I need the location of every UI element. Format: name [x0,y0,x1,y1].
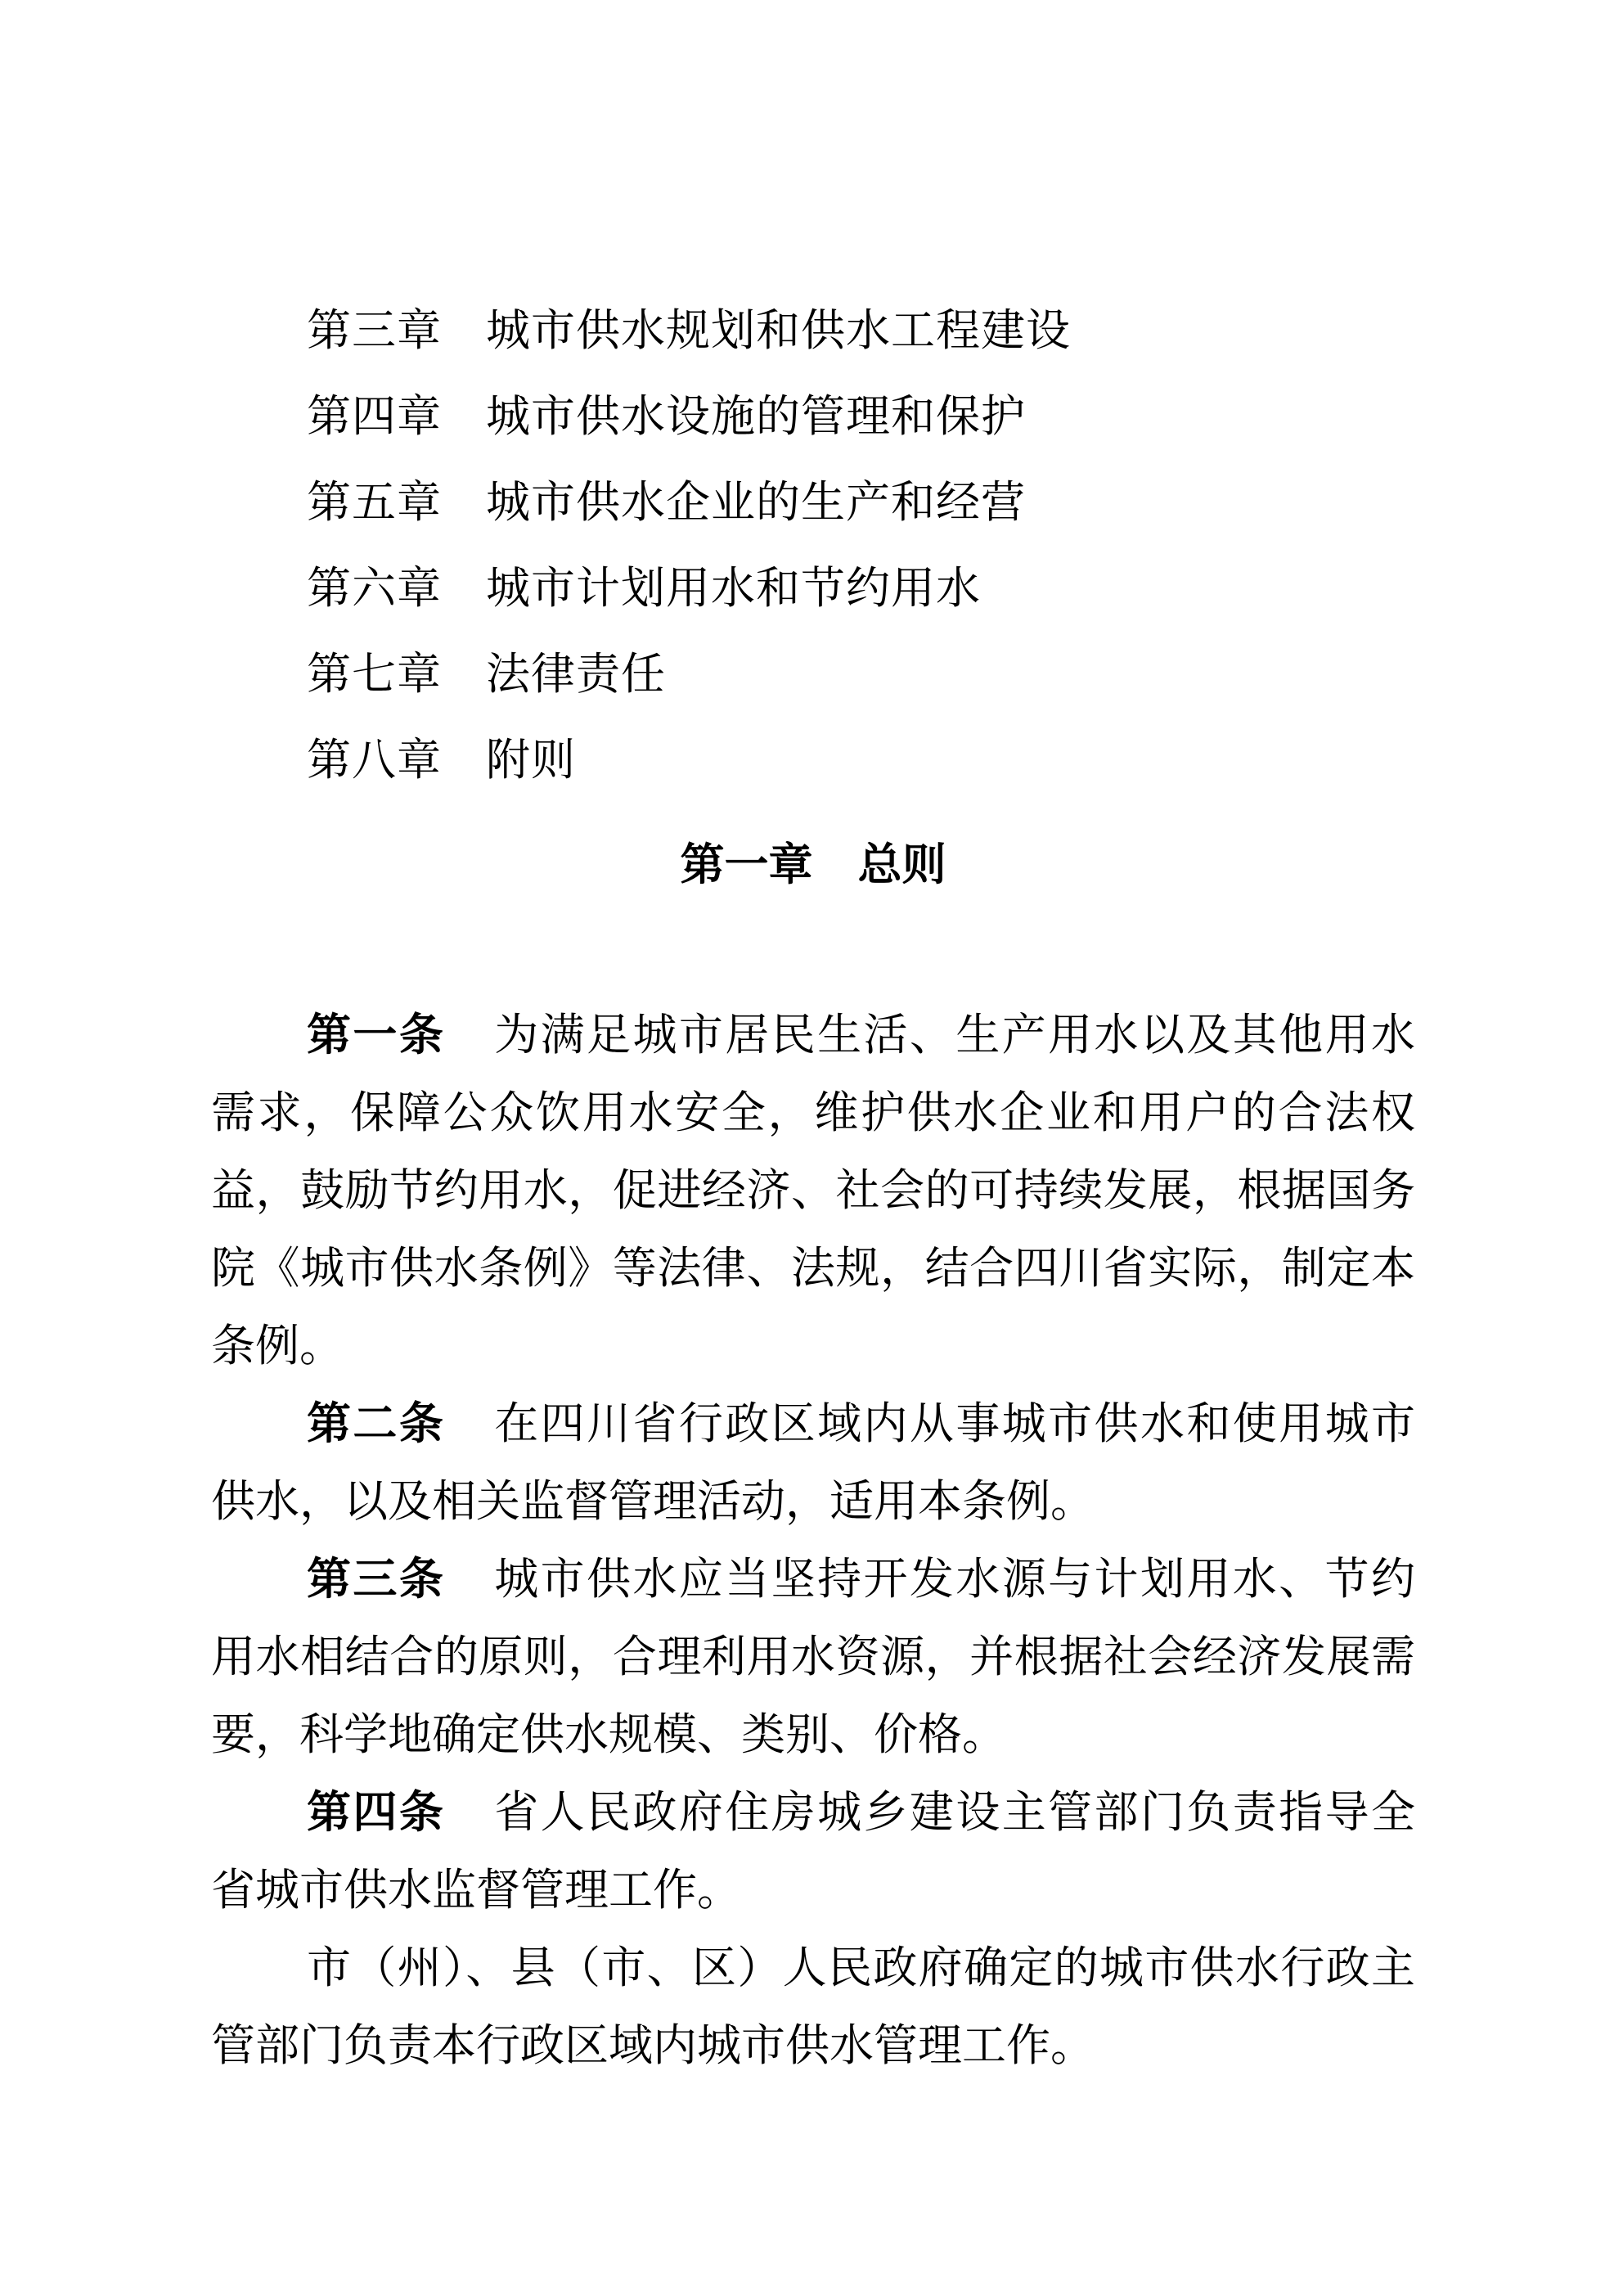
toc-chapter-number: 第四章 [307,392,442,441]
document-content [211,0,1415,2085]
toc-chapter-title: 法律责任 [486,650,666,699]
toc-item [307,632,1415,718]
table-of-contents [211,288,1415,804]
article-text: 城市供水应当坚持开发水源与计划用水、节约用水相结合的原则，合理利用水资源，并根据社会经济发展需要，科学地确定供水规模、类别、价格。 [211,1555,1416,1759]
chapter-heading-number: 第一章 [680,840,813,889]
toc-chapter-title: 城市供水设施的管理和保护 [486,392,1026,441]
toc-chapter-number: 第八章 [307,736,442,785]
toc-item [307,374,1415,460]
toc-item [307,288,1415,374]
toc-chapter-title: 附则 [486,736,576,785]
chapter-heading-title: 总则 [857,840,946,889]
toc-chapter-title: 城市供水企业的生产和经营 [486,478,1026,527]
article-paragraph [211,1774,1415,1929]
article-body [211,997,1415,2085]
article-paragraph [211,997,1415,1385]
toc-item [307,460,1415,546]
toc-item [307,718,1415,804]
article-number-label: 第二条 [307,1399,446,1448]
article-paragraph [211,1541,1415,1774]
article-paragraph [211,1929,1415,2085]
toc-chapter-title: 城市供水规划和供水工程建设 [486,306,1071,355]
toc-item [307,546,1415,632]
article-text: 在四川省行政区域内从事城市供水和使用城市供水，以及相关监督管理活动，适用本条例。 [211,1399,1416,1526]
article-number-label: 第四条 [307,1788,446,1837]
article-text: 市（州）、县（市、区）人民政府确定的城市供水行政主管部门负责本行政区域内城市供水管理工作。 [211,1943,1415,2070]
article-text: 为满足城市居民生活、生产用水以及其他用水需求，保障公众饮用水安全，维护供水企业和用户的合法权益，鼓励节约用水，促进经济、社会的可持续发展，根据国务院《城市供水条例》等法律、法规，结合四川省实际，制定本条例。 [211,1011,1416,1371]
toc-chapter-number: 第六章 [307,564,442,613]
article-number-label: 第三条 [307,1555,446,1604]
article-paragraph [211,1385,1415,1541]
toc-chapter-number: 第三章 [307,306,442,355]
toc-chapter-number: 第七章 [307,650,442,699]
article-number-label: 第一条 [307,1011,446,1060]
chapter-heading [211,822,1415,908]
toc-chapter-number: 第五章 [307,478,442,527]
toc-chapter-title: 城市计划用水和节约用水 [486,564,981,613]
article-text: 省人民政府住房城乡建设主管部门负责指导全省城市供水监督管理工作。 [211,1788,1416,1915]
